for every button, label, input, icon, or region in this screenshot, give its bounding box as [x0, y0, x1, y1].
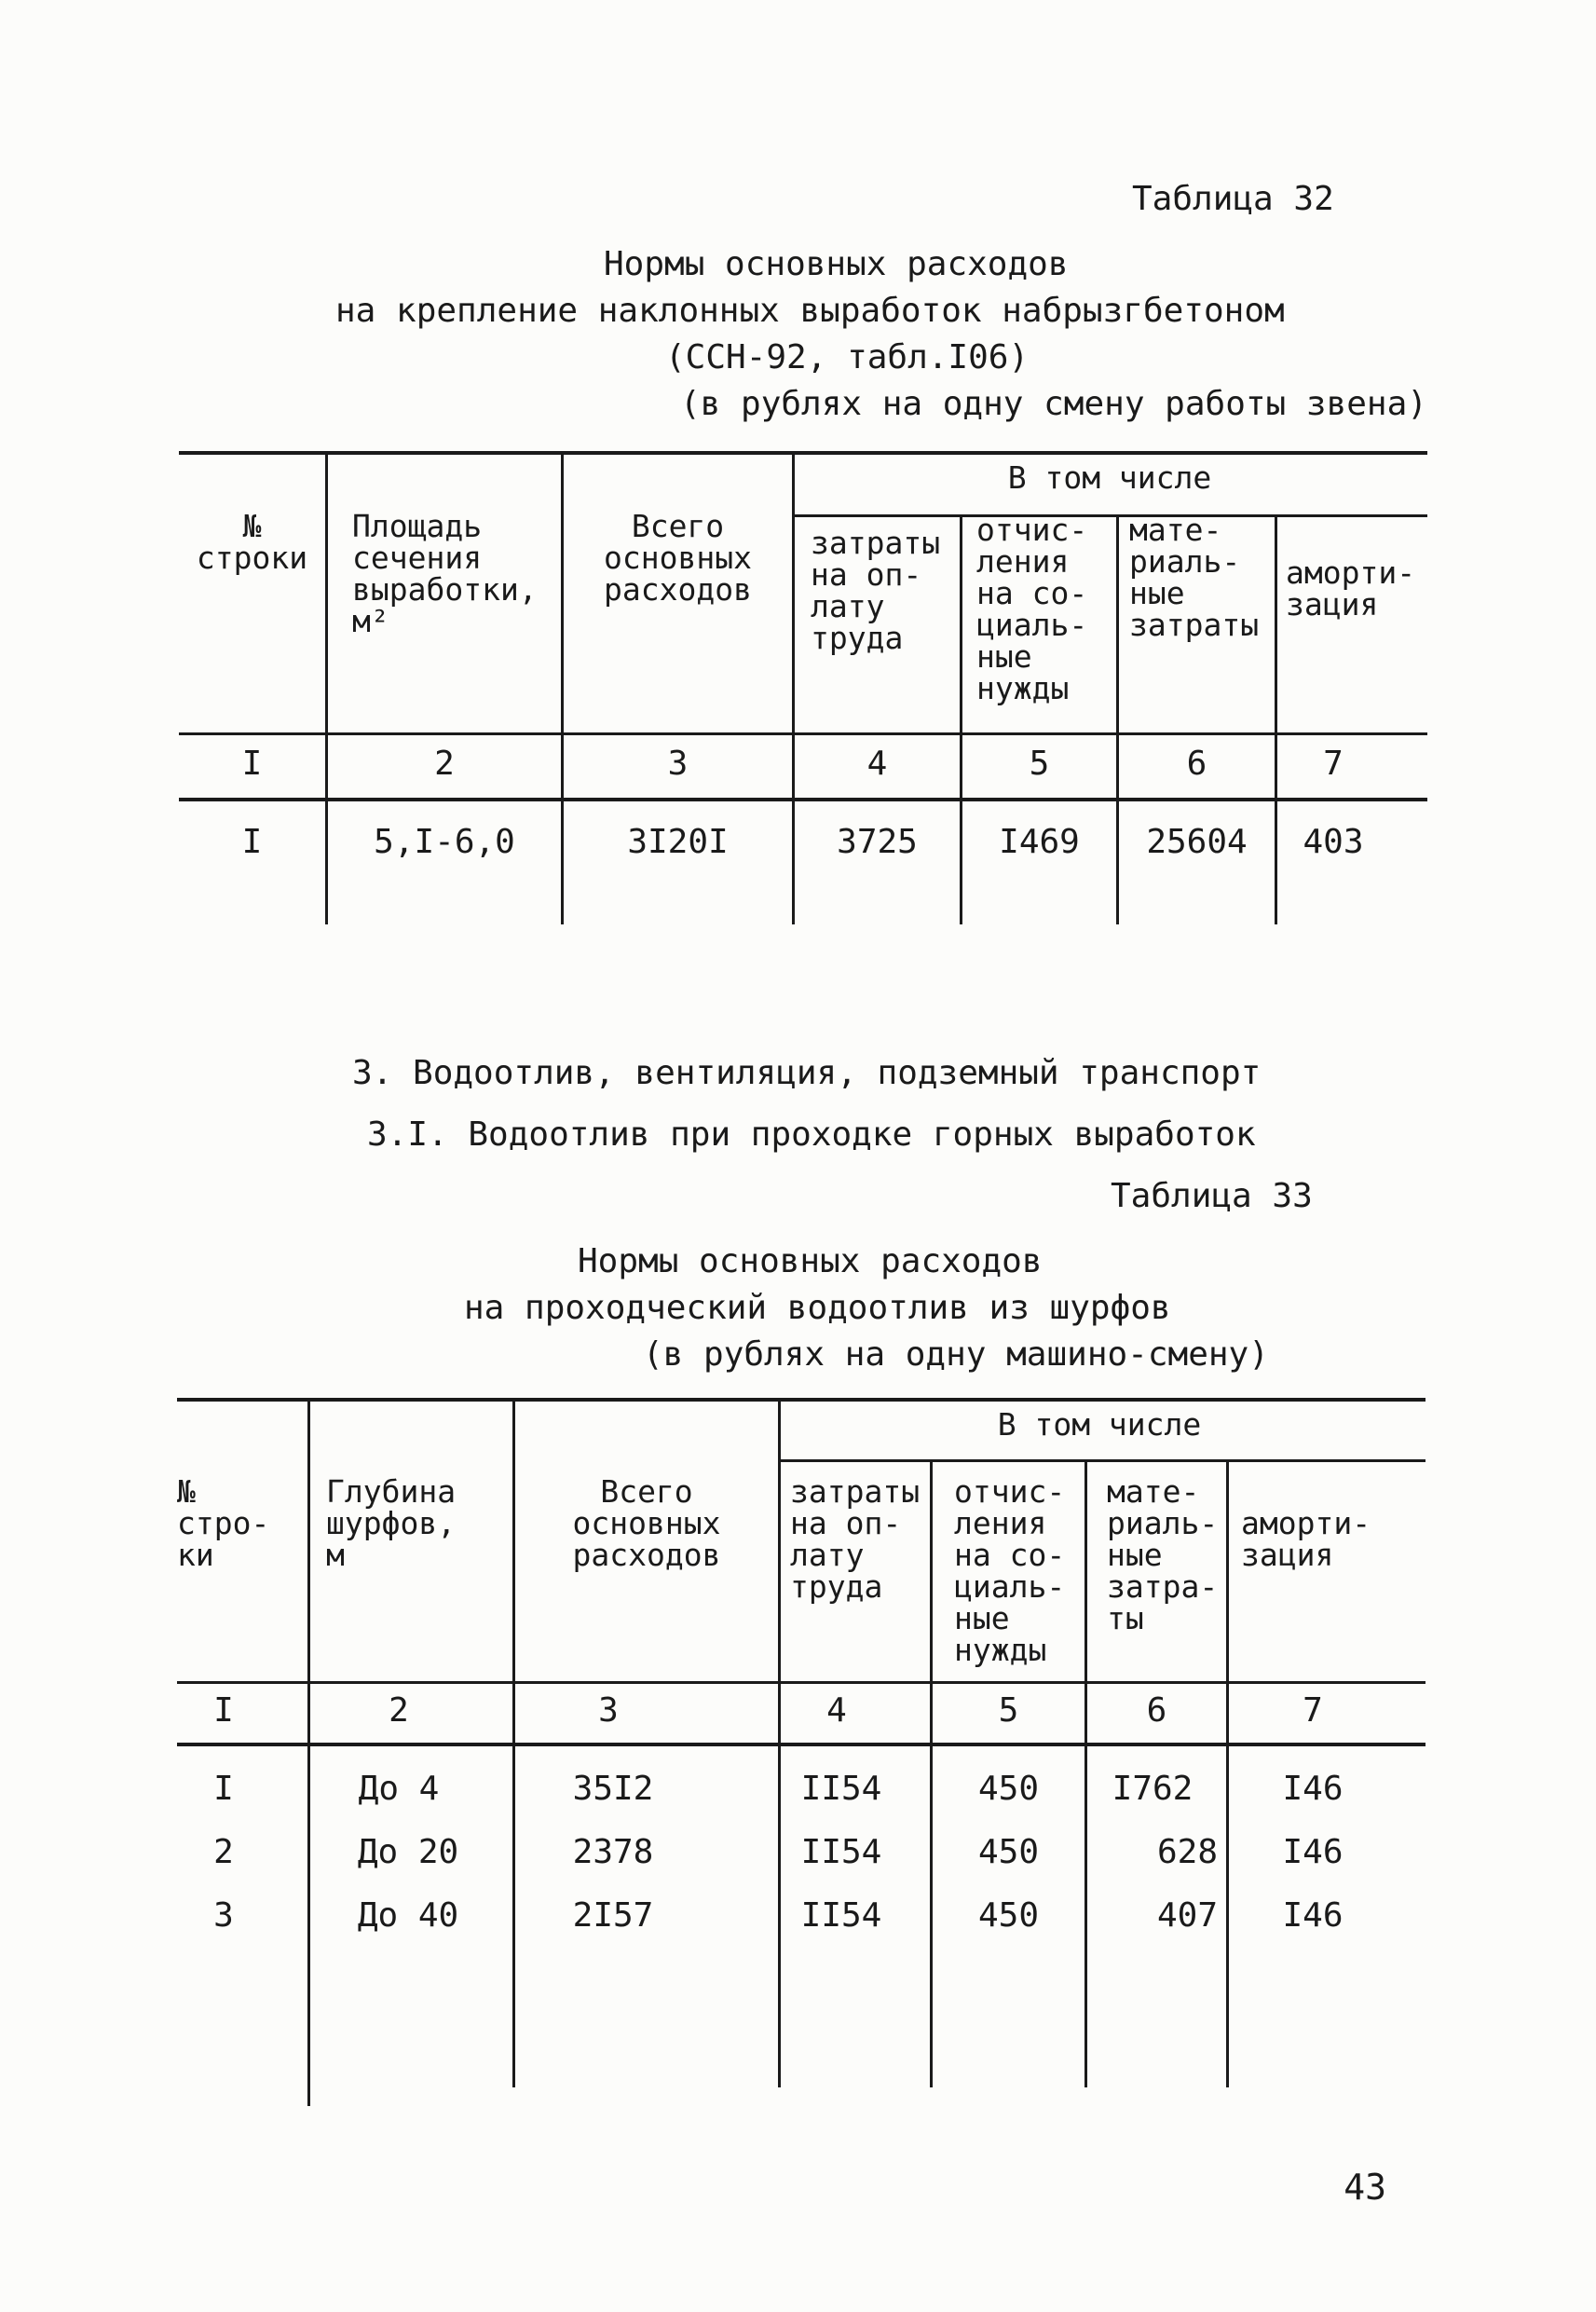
- table-33-col-number: 2: [389, 1691, 409, 1730]
- table-33-col-number: 4: [826, 1691, 847, 1730]
- table-33-title-line-2: на проходческий водоотлив из шурфов: [464, 1289, 1171, 1327]
- table-33-cell: I: [213, 1770, 234, 1808]
- table-33-cell: До 20: [357, 1833, 459, 1871]
- table-32-cell: I469: [999, 823, 1080, 861]
- table-32-col-number: 4: [866, 745, 888, 783]
- table-32-cell: I: [241, 823, 263, 861]
- table-33-cell: До 40: [357, 1896, 459, 1935]
- table-32-col-number: 3: [667, 745, 689, 783]
- table-33-cell: 3: [213, 1896, 234, 1935]
- table-33-cell: 2378: [572, 1833, 654, 1871]
- table-32-header-social: отчис- ления на со- циаль- ные нужды: [976, 512, 1088, 706]
- table-32-title-line-1: Нормы основных расходов: [604, 245, 1069, 283]
- table-33-cell: До 4: [358, 1770, 440, 1808]
- table-33-header-social: отчис- ления на со- циаль- ные нужды: [954, 1473, 1066, 1668]
- table-33-cell: 450: [977, 1770, 1040, 1808]
- table-33-title-line-1: Нормы основных расходов: [578, 1242, 1043, 1280]
- table-33-cell: 35I2: [572, 1770, 654, 1808]
- table-32-title-line-3: (ССН-92, табл.I06): [665, 338, 1030, 376]
- table-32-group-header: В том числе: [1007, 459, 1212, 496]
- table-33-cell: II54: [800, 1770, 882, 1808]
- table-32-header-amortization: аморти- зация: [1286, 554, 1416, 622]
- table-33-cell: II54: [800, 1896, 882, 1935]
- table-33-header-materials: мате- риаль- ные затра- ты: [1107, 1473, 1219, 1636]
- table-32-col-number: 5: [1029, 745, 1050, 783]
- table-33-col-number: 5: [998, 1691, 1019, 1730]
- table-33-cell: I46: [1282, 1896, 1344, 1935]
- table-32-label: Таблица 32: [1132, 180, 1334, 218]
- table-33-group-header: В том числе: [997, 1406, 1202, 1443]
- table-33-cell: 2I57: [572, 1896, 654, 1935]
- table-33-cell: I46: [1282, 1770, 1344, 1808]
- table-33-cell: 2: [213, 1833, 234, 1871]
- table-33-header-labor: затраты на оп- лату труда: [790, 1473, 921, 1605]
- table-32-cell: 3725: [837, 823, 918, 861]
- table-33-cell: 450: [977, 1896, 1040, 1935]
- table-33-col-number: 6: [1146, 1691, 1167, 1730]
- table-32-header-row-no: № строки: [196, 508, 308, 576]
- table-33-cell: 450: [977, 1833, 1040, 1871]
- table-32-cell: 5,I-6,0: [374, 823, 515, 861]
- table-32-cell: 403: [1303, 823, 1364, 861]
- section-title: 3. Водоотлив, вентиляция, подземный транспорт: [352, 1054, 1262, 1092]
- table-32-col-number: 6: [1186, 745, 1207, 783]
- table-32-cell: 25604: [1146, 823, 1248, 861]
- table-32-header-total: Всего основных расходов: [604, 508, 752, 608]
- table-33-cell: 407: [1156, 1896, 1218, 1935]
- table-32-header-area: Площадь сечения выработки, м²: [352, 508, 538, 639]
- table-33-header-amortization: аморти- зация: [1241, 1505, 1371, 1573]
- table-33-title-line-3: (в рублях на одну машино-смену): [643, 1335, 1269, 1374]
- table-33-col-number: 7: [1303, 1691, 1323, 1730]
- table-32-col-number: I: [241, 745, 263, 783]
- table-32-cell: 3I20I: [627, 823, 729, 861]
- table-33-header-depth: Глубина шурфов, м: [326, 1473, 457, 1573]
- table-33-col-number: 3: [598, 1691, 619, 1730]
- table-32-col-number: 7: [1323, 745, 1344, 783]
- table-32-title-line-4: (в рублях на одну смену работы звена): [680, 385, 1427, 423]
- table-32-col-number: 2: [434, 745, 455, 783]
- table-33-label: Таблица 33: [1111, 1177, 1313, 1215]
- table-32-header-labor: затраты на оп- лату труда: [811, 525, 941, 656]
- page-number: 43: [1344, 2167, 1386, 2208]
- table-33-cell: II54: [800, 1833, 882, 1871]
- table-32-title-line-2: на крепление наклонных выработок набрызгбетоном: [335, 292, 1285, 330]
- table-33-header-total: Всего основных расходов: [572, 1473, 721, 1573]
- table-33-cell: 628: [1156, 1833, 1218, 1871]
- subsection-title: 3.I. Водоотлив при проходке горных выработок: [367, 1115, 1256, 1154]
- table-32-header-materials: мате- риаль- ные затраты: [1129, 512, 1260, 643]
- table-33-cell: I46: [1282, 1833, 1344, 1871]
- table-33-header-row-no: № стро- ки: [177, 1473, 270, 1573]
- table-33-col-number: I: [213, 1691, 234, 1730]
- table-33-cell: I762: [1112, 1770, 1194, 1808]
